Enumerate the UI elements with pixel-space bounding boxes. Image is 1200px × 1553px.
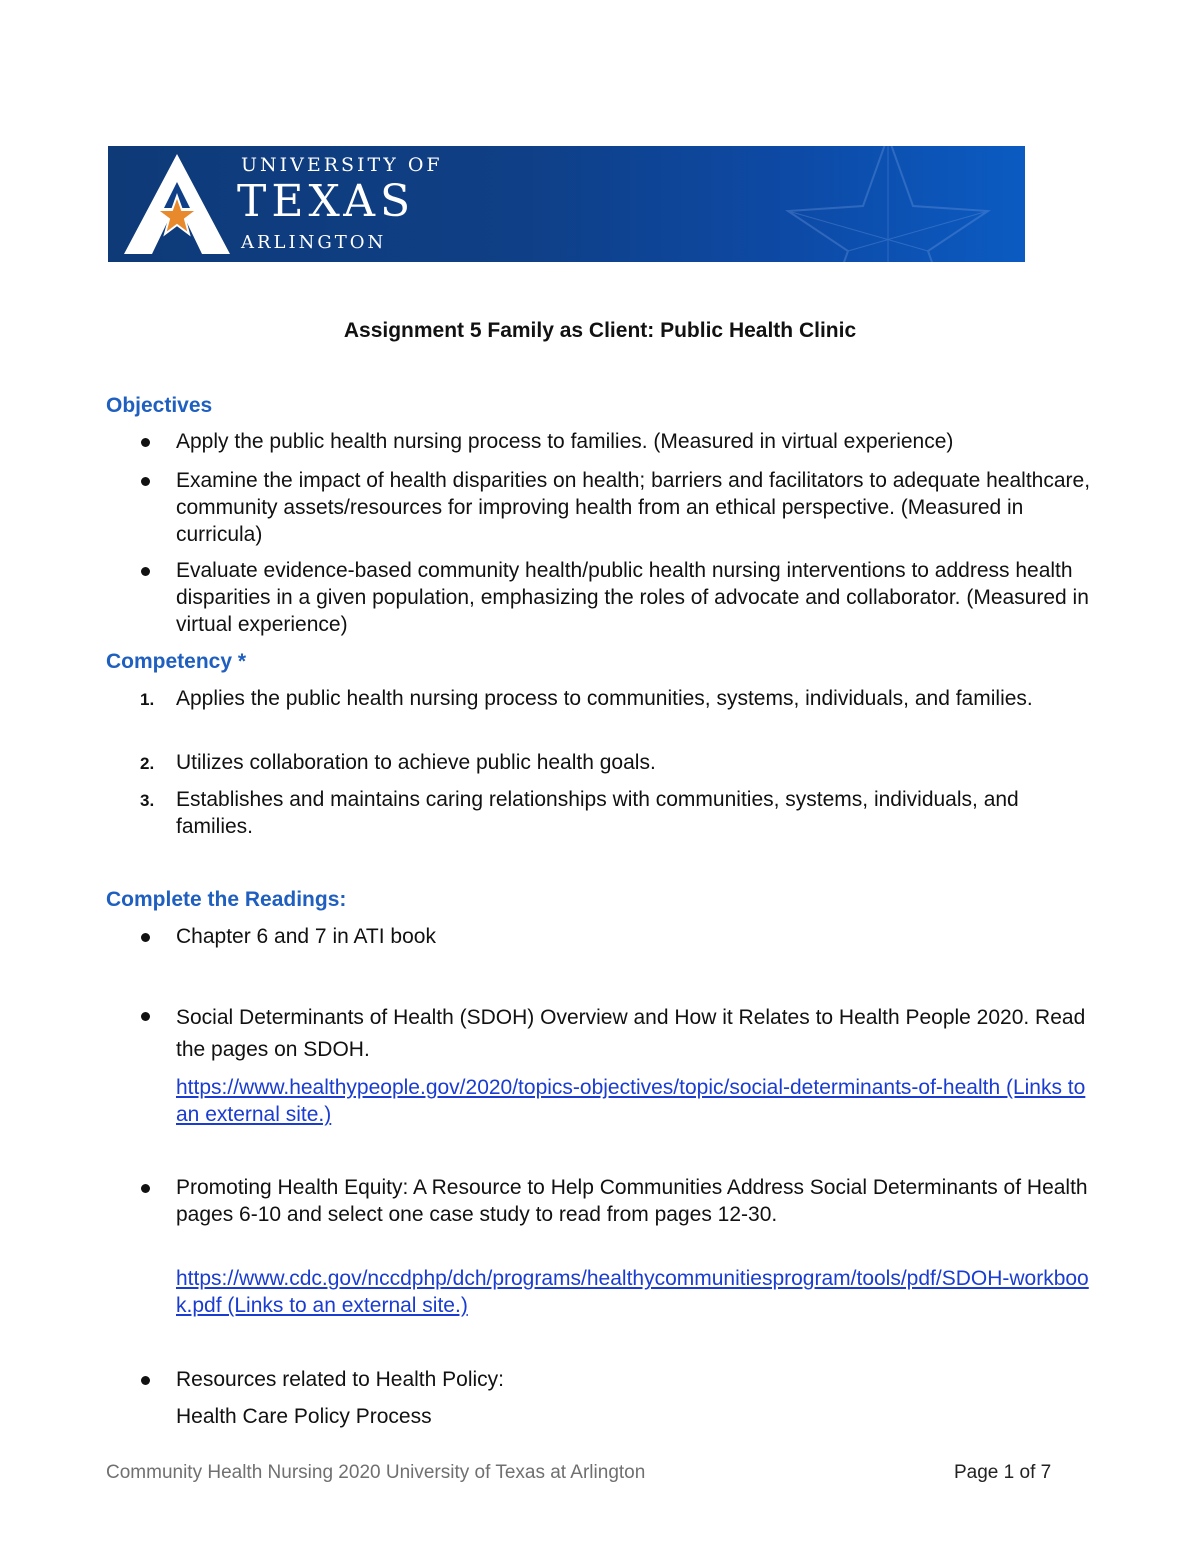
- footer-course-info: Community Health Nursing 2020 University of Texas at Arlington: [106, 1462, 646, 1483]
- bullet-icon: [141, 567, 150, 576]
- bullet-icon: [141, 1184, 150, 1193]
- sdoh-overview-link[interactable]: https://www.healthypeople.gov/2020/topics-objectives/topic/social-determinants-of-health (Links to an external site.): [176, 1076, 1086, 1126]
- uta-a-logo-icon: [122, 152, 232, 256]
- reading-item-4-subtext: Health Care Policy Process: [176, 1405, 432, 1428]
- reading-item-2: Social Determinants of Health (SDOH) Overview and How it Relates to Health People 2020. Read the pages on SDOH.: [176, 1006, 1086, 1061]
- banner-line-1: UNIVERSITY OF: [241, 154, 443, 176]
- background-star-icon: [708, 146, 1025, 262]
- readings-heading: Complete the Readings:: [106, 888, 347, 911]
- objective-item-2: Examine the impact of health disparities on health; barriers and facilitators to adequate healthcare, community assets/resources for improving health from an ethical perspective. (Measured in curricula): [176, 469, 1091, 546]
- bullet-icon: [141, 438, 150, 447]
- competency-number-1: 1.: [140, 690, 155, 709]
- bullet-icon: [141, 1376, 150, 1385]
- competency-heading: Competency *: [106, 650, 247, 673]
- reading-item-3-link-wrap: [176, 1265, 1091, 1319]
- footer-page-number: Page 1 of 7: [954, 1462, 1052, 1483]
- bullet-icon: [141, 933, 150, 942]
- reading-item-4: Resources related to Health Policy:: [176, 1368, 504, 1391]
- competency-item-3: Establishes and maintains caring relationships with communities, systems, individuals, and families.: [176, 788, 1019, 838]
- document-title: Assignment 5 Family as Client: Public Health Clinic: [343, 319, 857, 342]
- university-name: [237, 146, 541, 262]
- bullet-icon: [141, 477, 150, 486]
- objective-item-3: Evaluate evidence-based community health/public health nursing interventions to address health disparities in a given population, emphasizing the roles of advocate and collaborator. (Measured in virtual experience): [176, 559, 1089, 636]
- objective-item-1: Apply the public health nursing process to families. (Measured in virtual experience): [176, 430, 954, 453]
- university-banner: [108, 146, 1025, 262]
- reading-item-3: Promoting Health Equity: A Resource to Help Communities Address Social Determinants of Health pages 6-10 and select one case study to read from pages 12-30.: [176, 1176, 1088, 1226]
- competency-number-2: 2.: [140, 754, 155, 773]
- competency-item-1: Applies the public health nursing process to communities, systems, individuals, and families.: [176, 687, 1033, 710]
- objectives-heading: Objectives: [106, 394, 213, 417]
- competency-number-3: 3.: [140, 791, 155, 810]
- reading-item-2-link-wrap: [176, 1074, 1096, 1128]
- competency-item-2: Utilizes collaboration to achieve public health goals.: [176, 751, 656, 774]
- banner-line-2: TEXAS: [237, 176, 416, 227]
- reading-item-1: Chapter 6 and 7 in ATI book: [176, 925, 436, 948]
- sdoh-workbook-link[interactable]: https://www.cdc.gov/nccdphp/dch/programs/healthycommunitiesprogram/tools/pdf/SDOH-workbook.pdf (Links to an external site.): [176, 1267, 1089, 1317]
- banner-line-3: ARLINGTON: [241, 232, 387, 253]
- bullet-icon: [141, 1012, 150, 1021]
